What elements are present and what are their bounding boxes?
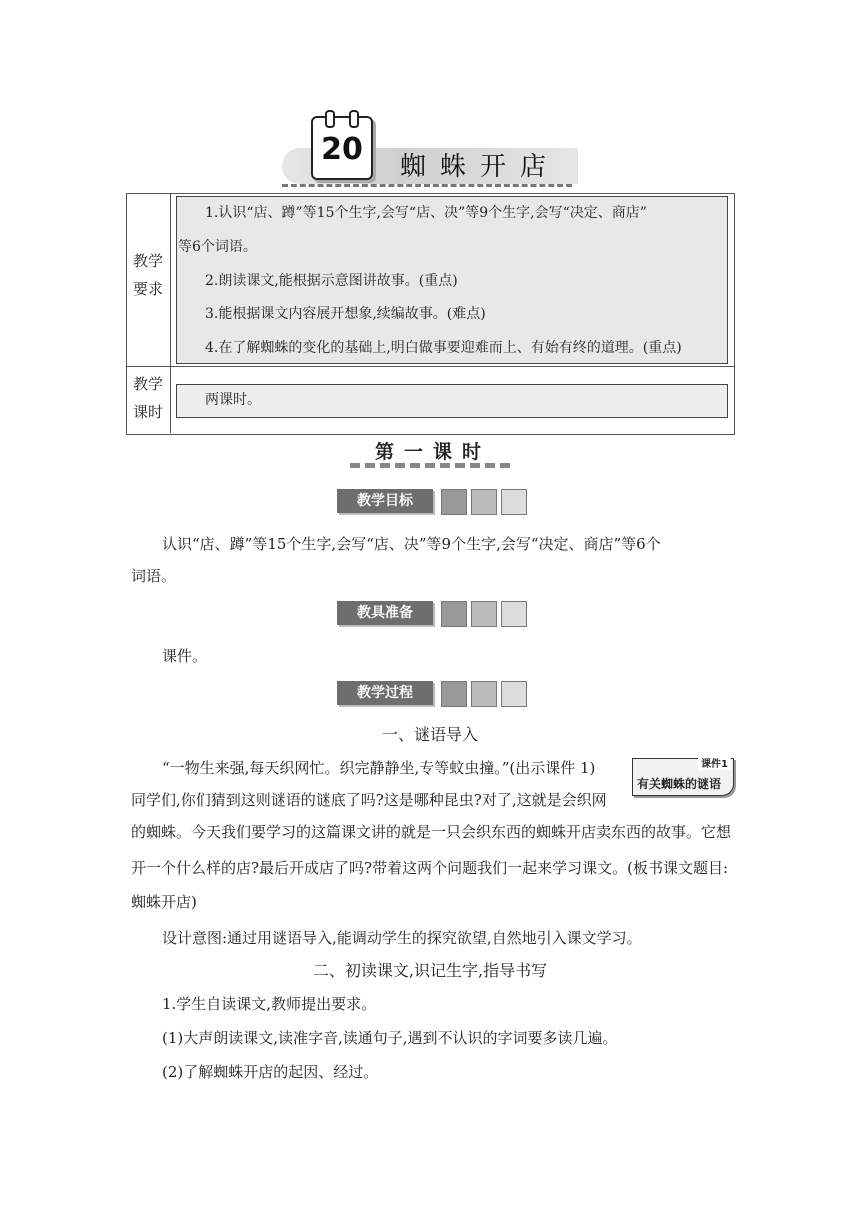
step1-para-3: 的蜘蛛。今天我们要学习的这篇课文讲的就是一只会织东西的蜘蛛开店卖东西的故事。它想 [131, 823, 732, 841]
decor-square [501, 489, 527, 515]
step1-para-1: “一物生来强,每天织网忙。织完静静坐,专等蚊虫撞。”(出示课件 1) [162, 759, 596, 777]
requirement-4: 4.在了解蜘蛛的变化的基础上,明白做事要迎难而上、有始有终的道理。(重点) [205, 340, 682, 356]
decor-square [471, 489, 497, 515]
requirement-1: 1.认识“店、蹲”等15个生字,会写“店、决”等9个生字,会写“决定、商店” [205, 205, 647, 221]
period-title-underline [350, 463, 510, 468]
step1-para-4: 开一个什么样的店?最后开成店了吗?带着这两个问题我们一起来学习课文。(板书课文题目: [131, 859, 728, 877]
lesson-title-underline [282, 184, 572, 187]
step2-heading: 二、初读课文,识记生字,指导书写 [312, 961, 548, 980]
goal-text-line1: 认识“店、蹲”等15个生字,会写“店、决”等9个生字,会写“决定、商店”等6个 [162, 535, 661, 553]
design-note: 设计意图:通过用谜语导入,能调动学生的探究欲望,自然地引入课文学习。 [162, 929, 642, 947]
step1-para-2: 同学们,你们猜到这则谜语的谜底了吗?这是哪种昆虫?对了,这就是会织网 [131, 791, 607, 809]
requirements-label-2: 要求 [132, 280, 163, 298]
decor-square [441, 601, 467, 627]
period-title: 第一课时 [375, 441, 492, 463]
requirement-3: 3.能根据课文内容展开想象,续编故事。(难点) [205, 306, 486, 322]
prep-text: 课件。 [162, 647, 208, 665]
calendar-icon [311, 116, 373, 180]
requirements-label-1: 教学 [132, 252, 163, 270]
prep-section-tag: 教具准备 [337, 601, 433, 625]
requirement-2: 2.朗读课文,能根据示意图讲故事。(重点) [205, 273, 458, 289]
requirement-1-cont: 等6个词语。 [178, 239, 257, 255]
periods-label-cell [126, 366, 171, 433]
goal-text-line2: 词语。 [131, 567, 177, 585]
decor-square [471, 681, 497, 707]
step1-heading: 一、谜语导入 [381, 725, 478, 744]
periods-value: 两课时。 [205, 392, 261, 408]
courseware-badge[interactable] [632, 758, 734, 796]
requirements-label-cell [126, 193, 171, 366]
decor-square [441, 681, 467, 707]
step1-para-5: 蜘蛛开店) [131, 893, 197, 911]
periods-label-2: 课时 [132, 403, 163, 421]
step2-para-2: (1)大声朗读课文,读准字音,读通句子,遇到不认识的字词要多读几遍。 [162, 1029, 618, 1047]
decor-square [501, 601, 527, 627]
periods-label-1: 教学 [132, 375, 163, 393]
courseware-text: 有关蜘蛛的谜语 [637, 777, 722, 791]
step2-para-3: (2)了解蜘蛛开店的起因、经过。 [162, 1063, 379, 1081]
decor-square [501, 681, 527, 707]
courseware-tag: 课件1 [698, 755, 731, 770]
goal-section-tag: 教学目标 [337, 489, 433, 513]
process-section-tag: 教学过程 [337, 681, 433, 705]
table-divider [126, 366, 735, 367]
decor-square [441, 489, 467, 515]
step2-para-1: 1.学生自读课文,教师提出要求。 [162, 995, 377, 1013]
lesson-title: 蜘蛛开店 [400, 152, 561, 182]
lesson-number: 20 [321, 132, 363, 167]
decor-square [471, 601, 497, 627]
